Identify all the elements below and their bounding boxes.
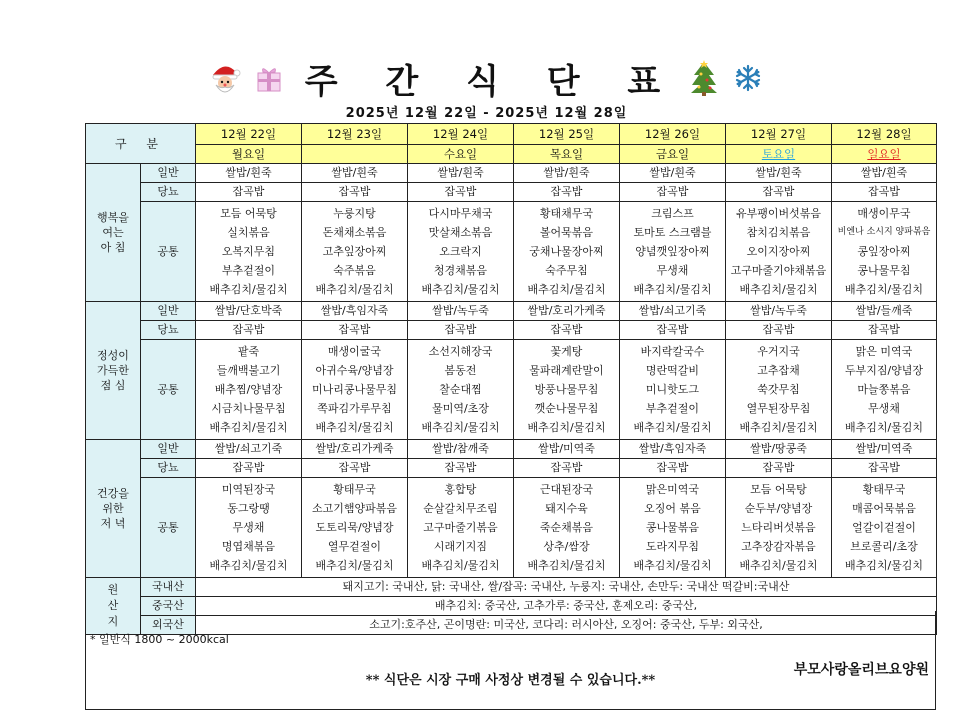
menu-item: 명란떡갈비: [645, 364, 700, 377]
common-row: [86, 340, 937, 440]
menu-item: 맑은미역국: [645, 483, 700, 496]
gift-icon: [251, 60, 287, 96]
menu-item: 팥죽: [237, 345, 260, 358]
general-cell: 쌀밥/흰죽: [196, 164, 302, 183]
meal-label-line: 점 심: [100, 379, 126, 392]
common-menu-cell: [196, 202, 302, 302]
diabetic-cell: 잡곡밥: [620, 459, 726, 478]
weekly-menu-table: [85, 123, 937, 635]
general-row: [86, 302, 937, 321]
weekday-label: 일요일: [867, 147, 901, 161]
diabetic-label: 당뇨: [141, 459, 196, 478]
menu-item: 동그랑땡: [227, 502, 270, 515]
menu-item: 오복지무침: [221, 245, 276, 258]
menu-item: 배추김치/물김치: [527, 283, 606, 296]
general-cell: 쌀밥/쇠고기죽: [620, 302, 726, 321]
menu-item: 배추김치/물김치: [209, 421, 288, 434]
date-cell: 12월 23일: [302, 124, 408, 145]
general-cell: 쌀밥/흰죽: [302, 164, 408, 183]
menu-item: 청경채볶음: [433, 264, 488, 277]
menu-item: 배추김치/물김치: [633, 559, 712, 572]
menu-item: 배추찜/양념장: [214, 383, 283, 396]
menu-item: 숙주무침: [545, 264, 588, 277]
meal-label-line: 위한: [102, 502, 124, 515]
common-menu-cell: [620, 202, 726, 302]
general-label: 일반: [141, 440, 196, 459]
menu-item: 무생채: [868, 402, 900, 415]
menu-item: 시금치나물무침: [211, 402, 286, 415]
origin-label-line: 지: [107, 615, 119, 628]
diabetic-row: [86, 183, 937, 202]
general-cell: 쌀밥/녹두죽: [726, 302, 832, 321]
common-menu-cell: [620, 340, 726, 440]
menu-item: 부추겉절이: [645, 402, 700, 415]
common-menu-cell: [302, 340, 408, 440]
general-label: 일반: [141, 164, 196, 183]
general-cell: 쌀밥/흰죽: [620, 164, 726, 183]
menu-item: 고추잎장아찌: [322, 245, 387, 258]
menu-item: 매콤어묵볶음: [852, 502, 916, 515]
weekday-label: 목요일: [549, 147, 584, 161]
menu-item: 비엔나 소시지 양파볶음: [837, 227, 931, 237]
santa-icon: [207, 60, 243, 96]
menu-item: 누룽지탕: [333, 207, 376, 220]
diabetic-cell: 잡곡밥: [620, 183, 726, 202]
common-label: 공통: [141, 478, 196, 578]
menu-item: 오징어 볶음: [644, 502, 701, 515]
weekday-label: 월요일: [231, 147, 266, 161]
menu-item: 오이지장아찌: [746, 245, 811, 258]
diabetic-cell: 잡곡밥: [726, 459, 832, 478]
common-menu-cell: [726, 478, 832, 578]
diabetic-cell: 잡곡밥: [832, 321, 937, 340]
date-cell: 12월 25일: [514, 124, 620, 145]
weekday-label: 금요일: [655, 147, 690, 161]
menu-item: 무생채: [656, 264, 689, 277]
menu-item: 오크락지: [439, 245, 482, 258]
diabetic-cell: 잡곡밥: [196, 321, 302, 340]
menu-item: 배추김치/물김치: [421, 559, 500, 572]
origin-detail: 돼지고기: 국내산, 닭: 국내산, 쌀/잡곡: 국내산, 누룽지: 국내산, 손만두: 국내산 떡갈비:국내산: [196, 578, 937, 597]
common-label: 공통: [141, 340, 196, 440]
menu-item: 물미역/초장: [432, 402, 489, 415]
general-cell: 쌀밥/흰죽: [408, 164, 514, 183]
common-menu-cell: [832, 340, 937, 440]
date-cell: 12월 28일: [832, 124, 937, 145]
title-bar: [0, 58, 973, 102]
date-header-row: [86, 124, 937, 145]
menu-item: 콩나물무침: [857, 264, 911, 277]
general-cell: 쌀밥/땅콩죽: [726, 440, 832, 459]
menu-item: 우거지국: [757, 345, 800, 358]
common-row: [86, 202, 937, 302]
menu-item: 고추장감자볶음: [741, 540, 816, 553]
calorie-note: * 일반식 1800 ~ 2000kcal: [90, 633, 229, 646]
diabetic-row: [86, 459, 937, 478]
menu-item: 배추김치/물김치: [844, 421, 924, 434]
gubun-header: 구 분: [86, 124, 196, 164]
menu-item: 얼갈이겉절이: [852, 521, 916, 534]
diabetic-cell: 잡곡밥: [408, 183, 514, 202]
menu-item: 배추김치/물김치: [739, 559, 818, 572]
general-cell: 쌀밥/쇠고기죽: [196, 440, 302, 459]
menu-item: 도토리묵/양념장: [315, 521, 394, 534]
menu-item: 고구마줄기볶음: [423, 521, 498, 534]
menu-item: 시래기지짐: [433, 540, 488, 553]
organization-name: 부모사랑올리브요양원: [793, 662, 929, 678]
menu-item: 매생이무국: [857, 207, 911, 220]
common-menu-cell: [726, 202, 832, 302]
diabetic-row: [86, 321, 937, 340]
menu-item: 돈채채소볶음: [322, 226, 387, 239]
menu-item: 열무된장무침: [746, 402, 811, 415]
menu-item: 마늘쫑볶음: [857, 383, 911, 396]
menu-item: 근대된장국: [539, 483, 594, 496]
general-cell: 쌀밥/호리가케죽: [514, 302, 620, 321]
menu-item: 도라지무침: [645, 540, 700, 553]
menu-item: 궁채나물장아찌: [529, 245, 604, 258]
menu-item: 소고기햄양파볶음: [311, 502, 397, 515]
menu-item: 두부지짐/양념장: [844, 364, 924, 377]
meal-label: [86, 302, 141, 440]
common-menu-cell: [620, 478, 726, 578]
weekday-label: 토요일: [761, 147, 796, 161]
meal-label-line: 행복을: [97, 211, 129, 224]
menu-item: 봄동전: [444, 364, 477, 377]
menu-item: 황태채무국: [539, 207, 594, 220]
menu-item: 배추김치/물김치: [844, 559, 924, 572]
menu-item: 무생채: [232, 521, 265, 534]
menu-item: 상추/쌈장: [543, 540, 590, 553]
weekday-cell: [514, 145, 620, 164]
common-label: 공통: [141, 202, 196, 302]
menu-item: 열무겉절이: [327, 540, 382, 553]
diabetic-label: 당뇨: [141, 321, 196, 340]
menu-item: 명엽채볶음: [221, 540, 276, 553]
common-menu-cell: [726, 340, 832, 440]
menu-item: 배추김치/물김치: [421, 283, 500, 296]
general-cell: 쌀밥/단호박죽: [196, 302, 302, 321]
weekday-cell: [196, 145, 302, 164]
menu-item: 배추김치/물김치: [739, 283, 818, 296]
menu-item: 배추김치/물김치: [315, 559, 394, 572]
diabetic-cell: 잡곡밥: [726, 321, 832, 340]
menu-item: 아귀수육/양념장: [315, 364, 394, 377]
origin-type: 중국산: [141, 597, 196, 616]
diabetic-cell: 잡곡밥: [302, 321, 408, 340]
menu-item: 들깨백불고기: [216, 364, 281, 377]
christmas-tree-icon: [686, 60, 722, 96]
common-menu-cell: [302, 202, 408, 302]
common-menu-cell: [408, 202, 514, 302]
menu-item: 황태무국: [862, 483, 906, 496]
general-cell: 쌀밥/녹두죽: [408, 302, 514, 321]
common-menu-cell: [832, 202, 937, 302]
meal-label: [86, 440, 141, 578]
common-menu-cell: [302, 478, 408, 578]
menu-item: 숙주볶음: [333, 264, 376, 277]
common-menu-cell: [196, 478, 302, 578]
menu-item: 고구마줄기야채볶음: [730, 264, 827, 277]
general-cell: 쌀밥/흰죽: [726, 164, 832, 183]
menu-item: 미나리콩나물무침: [311, 383, 397, 396]
general-cell: 쌀밥/참깨죽: [408, 440, 514, 459]
origin-label-line: 원: [107, 583, 119, 596]
diabetic-cell: 잡곡밥: [514, 321, 620, 340]
menu-item: 크림스프: [651, 207, 694, 220]
general-row: [86, 164, 937, 183]
menu-item: 모듬 어묵탕: [220, 207, 277, 220]
common-menu-cell: [408, 340, 514, 440]
origin-type: 국내산: [141, 578, 196, 597]
menu-item: 토마토 스크램블: [633, 226, 712, 239]
menu-item: 배추김치/물김치: [633, 283, 712, 296]
menu-item: 배추김치/물김치: [527, 559, 606, 572]
general-cell: 쌀밥/흰죽: [832, 164, 937, 183]
menu-item: 배추김치/물김치: [421, 421, 500, 434]
menu-item: 순두부/양념장: [744, 502, 813, 515]
diabetic-cell: 잡곡밥: [196, 459, 302, 478]
menu-item: 배추김치/물김치: [315, 283, 394, 296]
menu-item: 미역된장국: [221, 483, 276, 496]
diabetic-cell: 잡곡밥: [514, 183, 620, 202]
menu-item: 쪽파김가루무침: [317, 402, 392, 415]
menu-item: 콩잎장아찌: [857, 245, 911, 258]
menu-item: 유부팽이버섯볶음: [735, 207, 821, 220]
snowflake-icon: [730, 60, 766, 96]
diabetic-cell: 잡곡밥: [196, 183, 302, 202]
menu-item: 실치볶음: [227, 226, 270, 239]
diabetic-cell: 잡곡밥: [832, 183, 937, 202]
menu-item: 맛살채소볶음: [428, 226, 493, 239]
menu-item: 미니핫도그: [645, 383, 700, 396]
origin-label-line: 산: [107, 599, 119, 612]
menu-item: 배추김치/물김치: [209, 283, 288, 296]
weekday-cell: [620, 145, 726, 164]
date-cell: 12월 22일: [196, 124, 302, 145]
diabetic-cell: 잡곡밥: [408, 321, 514, 340]
date-cell: 12월 26일: [620, 124, 726, 145]
weekday-cell: [408, 145, 514, 164]
diabetic-cell: 잡곡밥: [620, 321, 726, 340]
meal-label-line: 저 녁: [100, 517, 126, 530]
diabetic-label: 당뇨: [141, 183, 196, 202]
origin-row: [86, 578, 937, 597]
common-menu-cell: [514, 340, 620, 440]
meal-label-line: 여는: [102, 226, 124, 239]
origin-type: 외국산: [141, 616, 196, 635]
diabetic-cell: 잡곡밥: [302, 183, 408, 202]
meal-label: [86, 164, 141, 302]
menu-item: 소선지해장국: [428, 345, 493, 358]
meal-label-line: 정성이: [97, 349, 129, 362]
general-cell: 쌀밥/들깨죽: [832, 302, 937, 321]
menu-item: 매생이굴국: [327, 345, 382, 358]
diabetic-cell: 잡곡밥: [408, 459, 514, 478]
page-title: 주 간 식 단 표: [304, 61, 679, 102]
menu-item: 배추김치/물김치: [844, 283, 924, 296]
diabetic-cell: 잡곡밥: [726, 183, 832, 202]
menu-item: 깻순나물무침: [534, 402, 599, 415]
menu-item: 돼지수육: [545, 502, 588, 515]
menu-item: 맑은 미역국: [855, 345, 913, 358]
menu-item: 배추김치/물김치: [633, 421, 712, 434]
meal-label-line: 건강을: [97, 487, 129, 500]
common-menu-cell: [408, 478, 514, 578]
menu-item: 다시마무채국: [428, 207, 493, 220]
common-menu-cell: [832, 478, 937, 578]
weekday-cell: [726, 145, 832, 164]
general-cell: 쌀밥/흑임자죽: [302, 302, 408, 321]
general-cell: 쌀밥/호리가케죽: [302, 440, 408, 459]
date-range: 2025년 12월 22일 - 2025년 12월 28일: [345, 106, 628, 121]
menu-item: 쑥갓무침: [757, 383, 800, 396]
menu-item: 배추김치/물김치: [739, 421, 818, 434]
diabetic-cell: 잡곡밥: [832, 459, 937, 478]
general-label: 일반: [141, 302, 196, 321]
meal-label-line: 가득한: [97, 364, 129, 377]
origin-detail: 배추김치: 중국산, 고추가루: 중국산, 훈제오리: 중국산,: [196, 597, 937, 616]
weekday-header-row: [86, 145, 937, 164]
date-cell: 12월 24일: [408, 124, 514, 145]
menu-item: 볼어묵볶음: [539, 226, 594, 239]
menu-item: 배추김치/물김치: [527, 421, 606, 434]
weekday-cell: [302, 145, 408, 164]
footer: [85, 611, 936, 710]
menu-item: 느타리버섯볶음: [741, 521, 816, 534]
general-cell: 쌀밥/미역죽: [514, 440, 620, 459]
change-notice: ** 식단은 시장 구매 사정상 변경될 수 있습니다.**: [365, 673, 656, 688]
meal-label-line: 아 침: [100, 241, 126, 254]
menu-item: 물파래계란말이: [529, 364, 604, 377]
general-cell: 쌀밥/미역죽: [832, 440, 937, 459]
weekday-cell: [832, 145, 937, 164]
menu-item: 방풍나물무침: [534, 383, 599, 396]
menu-item: 순살갈치무조림: [423, 502, 498, 515]
menu-item: 황태무국: [333, 483, 376, 496]
menu-item: 콩나물볶음: [645, 521, 700, 534]
menu-item: 양념깻잎장아찌: [635, 245, 710, 258]
diabetic-cell: 잡곡밥: [302, 459, 408, 478]
menu-item: 꽃게탕: [550, 345, 583, 358]
general-cell: 쌀밥/흰죽: [514, 164, 620, 183]
common-menu-cell: [514, 202, 620, 302]
date-cell: 12월 27일: [726, 124, 832, 145]
menu-item: 배추김치/물김치: [315, 421, 394, 434]
common-menu-cell: [514, 478, 620, 578]
menu-item: 모듬 어묵탕: [750, 483, 807, 496]
general-row: [86, 440, 937, 459]
menu-item: 찰순대찜: [439, 383, 482, 396]
menu-item: 홍합탕: [444, 483, 477, 496]
menu-item: 바지락칼국수: [640, 345, 705, 358]
menu-item: 배추김치/물김치: [209, 559, 288, 572]
menu-item: 참치김치볶음: [746, 226, 811, 239]
diabetic-cell: 잡곡밥: [514, 459, 620, 478]
menu-item: 브로콜리/초장: [850, 540, 918, 553]
general-cell: 쌀밥/흑임자죽: [620, 440, 726, 459]
common-row: [86, 478, 937, 578]
origin-detail: 소고기:호주산, 곤이명란: 미국산, 코다리: 러시아산, 오징어: 중국산, 두부: 외국산,: [196, 616, 937, 635]
menu-item: 부추겉절이: [221, 264, 276, 277]
menu-item: 고추잡채: [757, 364, 800, 377]
common-menu-cell: [196, 340, 302, 440]
weekday-label: 수요일: [443, 147, 478, 161]
menu-item: 죽순채볶음: [539, 521, 594, 534]
